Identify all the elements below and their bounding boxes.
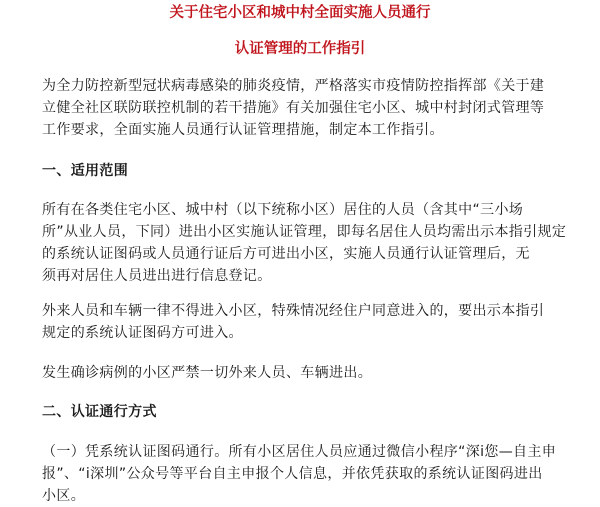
- text-line: 发生确诊病例的小区严禁一切外来人员、车辆进出。: [42, 365, 373, 381]
- text-line: 所”从业人员，下同）进出小区实施认证管理，即每名居住人员均需出示本指引规定: [42, 224, 567, 240]
- document-title-line-1: 关于住宅小区和城中村全面实施人员通行: [169, 5, 431, 21]
- scope-paragraph-1: [42, 199, 572, 287]
- text-line: 立健全社区联防联控机制的若干措施》有关加强住宅小区、城中村封闭式管理等: [42, 100, 545, 116]
- text-line: 规定的系统认证图码方可进入。: [42, 325, 243, 341]
- scope-paragraph-2: [42, 300, 572, 344]
- scope-paragraph-3: [42, 362, 572, 384]
- document-title-line-2: 认证管理的工作指引: [234, 41, 366, 57]
- text-line: （一）凭系统认证图码通行。所有小区居住人员应通过微信小程序“深i您—自主申: [42, 444, 557, 460]
- text-line: 报”、“i深圳”公众号等平台自主申报个人信息，并依凭获取的系统认证图码进出: [42, 466, 543, 482]
- section-heading-scope: 一、适用范围: [42, 163, 129, 179]
- text-line: 为全力防控新型冠状病毒感染的肺炎疫情，严格落实市疫情防控指挥部《关于建: [42, 78, 545, 94]
- text-line: 外来人员和车辆一律不得进入小区，特殊情况经住户同意进入的，要出示本指引: [42, 303, 545, 319]
- text-line: 小区。: [42, 488, 86, 504]
- text-line: 须再对居住人员进出进行信息登记。: [42, 268, 272, 284]
- text-line: 的系统认证图码或人员通行证后方可进出小区，实施人员通行认证管理后，无: [42, 246, 530, 262]
- text-line: 所有在各类住宅小区、城中村（以下统称小区）居住的人员（含其中“三小场: [42, 202, 524, 218]
- section-heading-method: 二、认证通行方式: [42, 404, 157, 420]
- method-paragraph-1: [42, 441, 572, 507]
- text-line: 工作要求，全面实施人员通行认证管理措施，制定本工作指引。: [42, 122, 444, 138]
- intro-paragraph: [42, 75, 572, 141]
